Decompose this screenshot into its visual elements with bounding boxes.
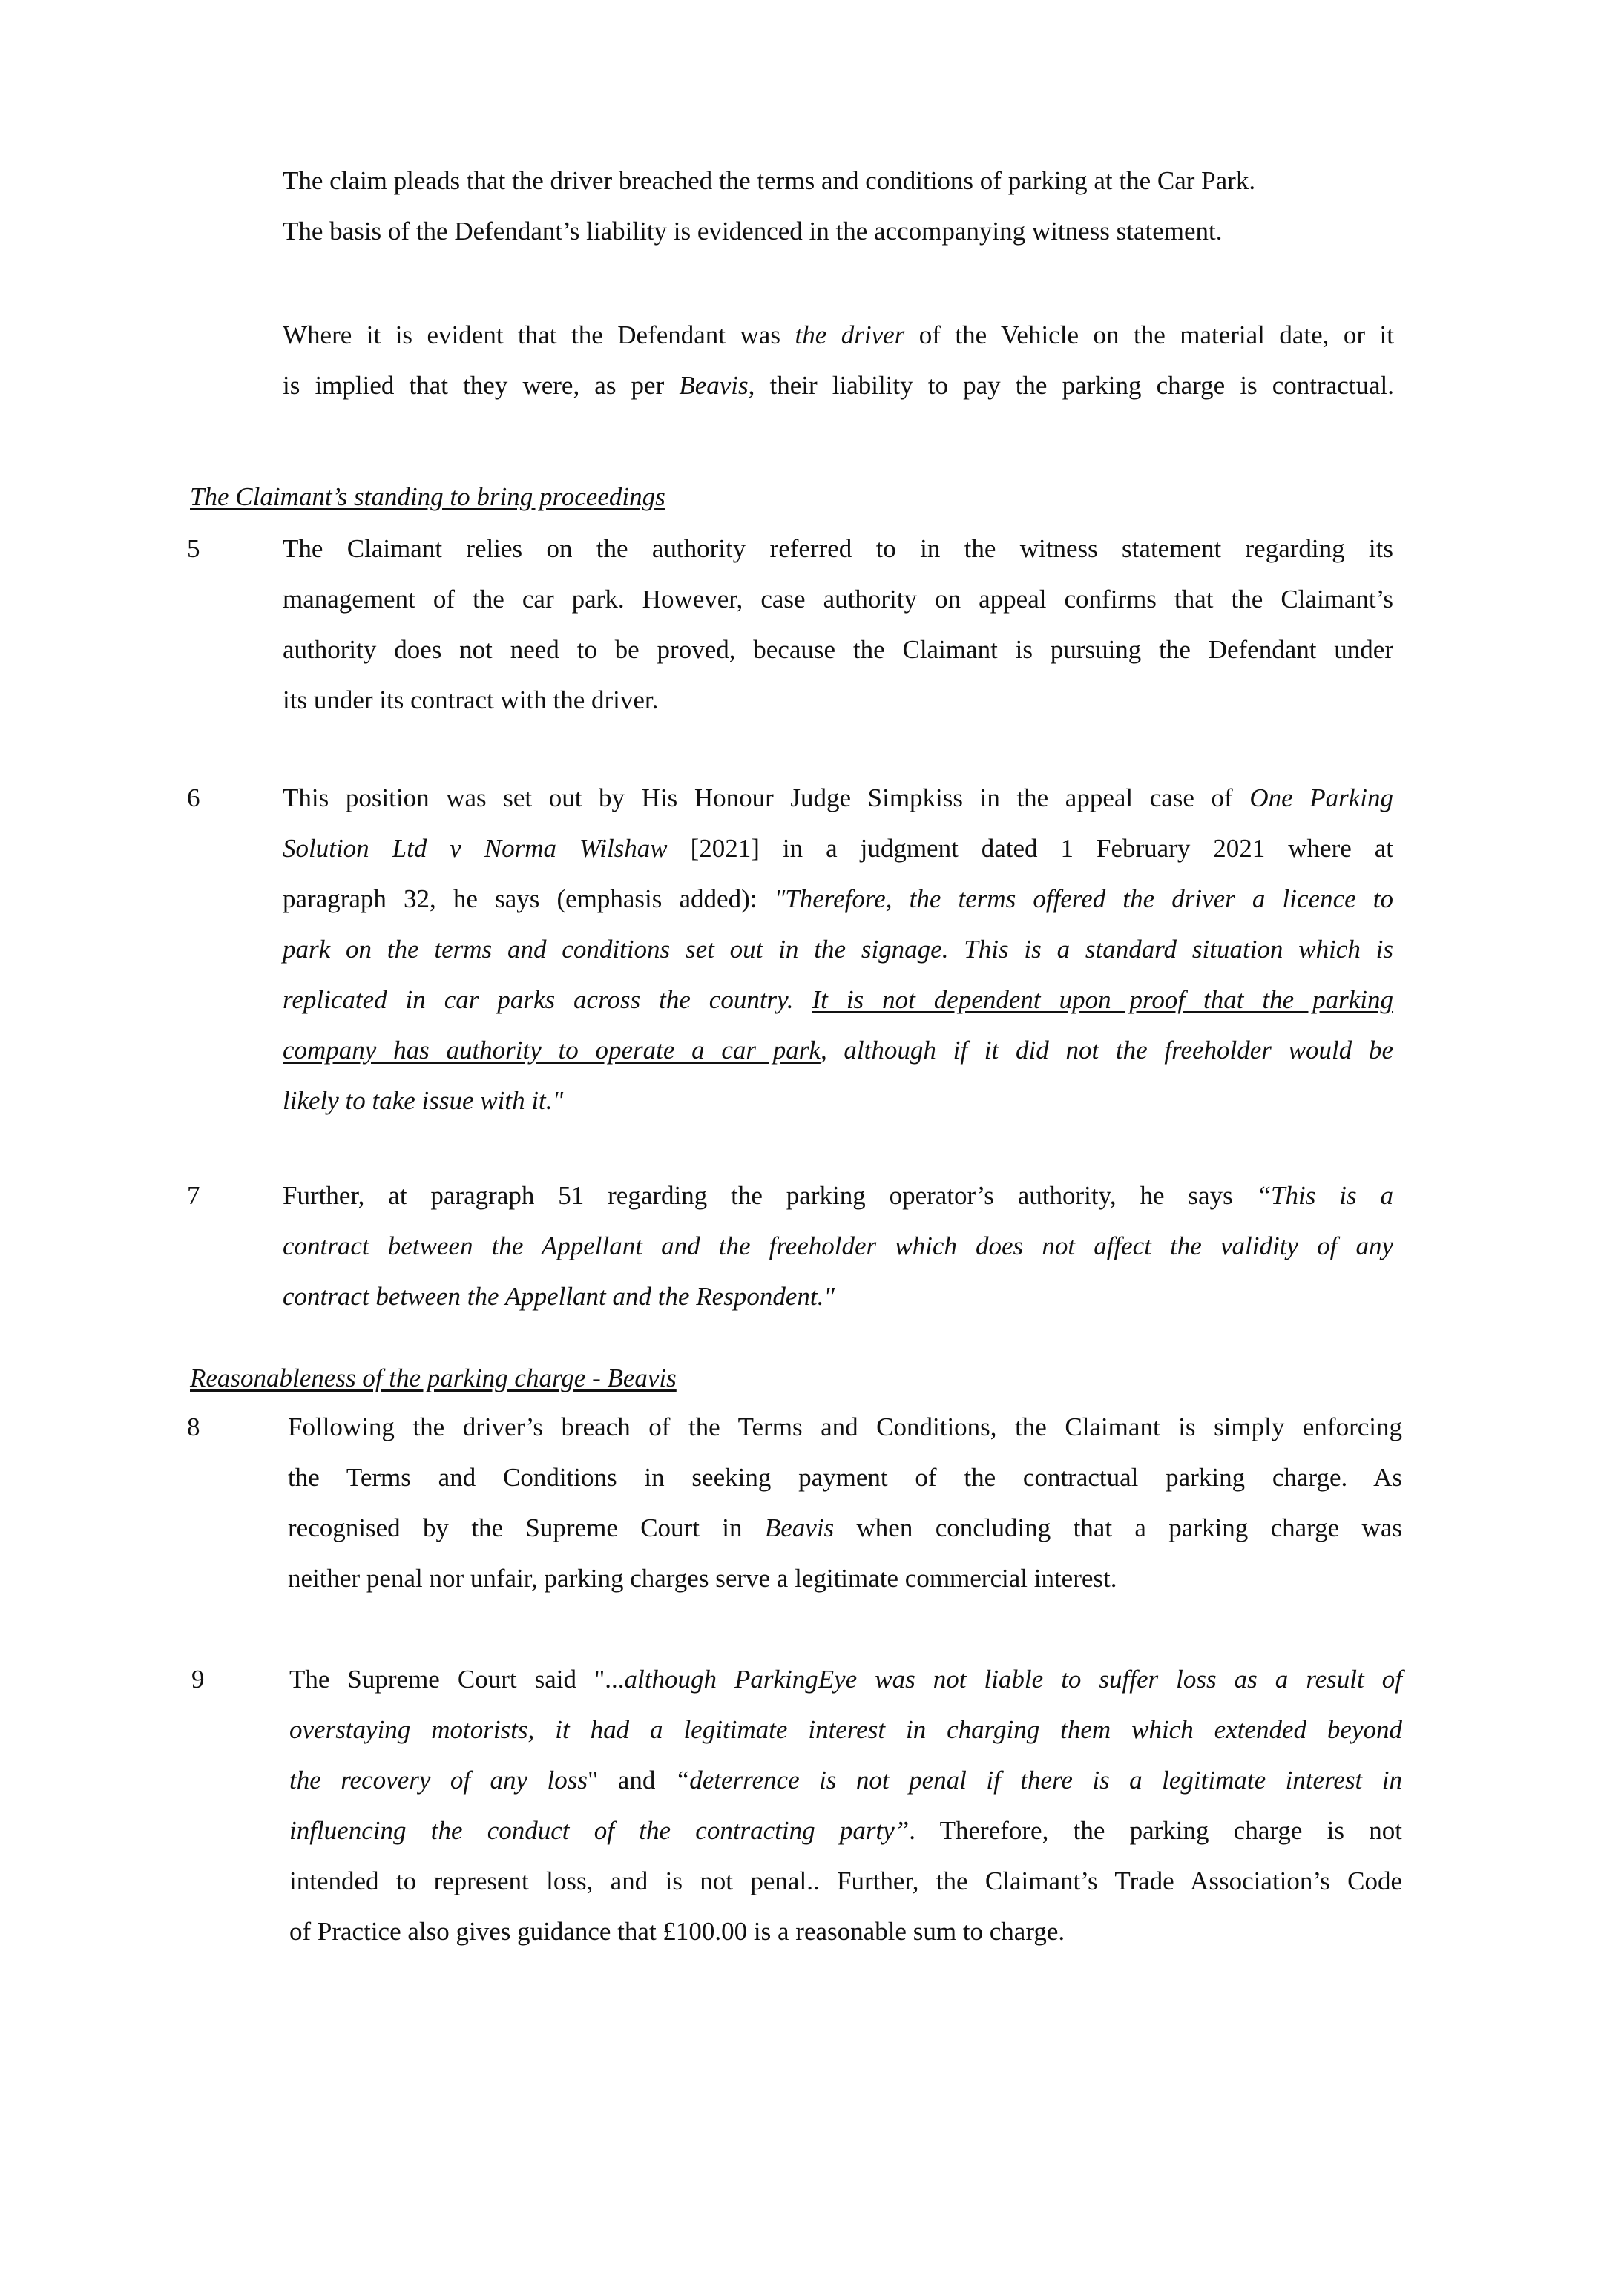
para6-line3: paragraph 32, he says (emphasis added): "Therefore, the terms offered the driver a licence to [283, 884, 1393, 913]
para6-line5: replicated in car parks across the country. It is not dependent upon proof that the parking [283, 985, 1394, 1014]
para6-line6: company has authority to operate a car park, although if it did not the freeholder would be [283, 1036, 1393, 1065]
para9-line2: overstaying motorists, it had a legitimate interest in charging them which extended beyond [289, 1715, 1402, 1744]
para5-line2: management of the car park. However, case authority on appeal confirms that the Claimant’s [283, 585, 1393, 614]
paragraph-number-5: 5 [187, 534, 200, 563]
para6-line1: This position was set out by His Honour Judge Simpkiss in the appeal case of One Parking [283, 783, 1393, 812]
para7-line2: contract between the Appellant and the freeholder which does not affect the validity of any [283, 1231, 1393, 1260]
para8-line3: recognised by the Supreme Court in Beavis when concluding that a parking charge was [288, 1513, 1402, 1542]
paragraph-number-6: 6 [187, 783, 200, 812]
intro-p2-line1: Where it is evident that the Defendant was the driver of the Vehicle on the material date, or it [283, 320, 1395, 349]
para9-line5: intended to represent loss, and is not penal.. Further, the Claimant’s Trade Association’s Code [289, 1866, 1402, 1895]
intro-p1-line1: The claim pleads that the driver breached the terms and conditions of parking at the Car Park. [283, 166, 1256, 195]
para9-line1: The Supreme Court said "...although ParkingEye was not liable to suffer loss as a result of [289, 1665, 1402, 1694]
paragraph-number-8: 8 [187, 1412, 200, 1441]
para5-line4: its under its contract with the driver. [283, 685, 659, 714]
para7-line3: contract between the Appellant and the Respondent." [283, 1282, 835, 1311]
section-heading-standing: The Claimant’s standing to bring proceedings [190, 482, 665, 511]
para8-line2: the Terms and Conditions in seeking payment of the contractual parking charge. As [288, 1463, 1402, 1492]
para5-line3: authority does not need to be proved, because the Claimant is pursuing the Defendant under [283, 635, 1393, 664]
intro-p2-line2: is implied that they were, as per Beavis, their liability to pay the parking charge is contractual. [283, 371, 1394, 400]
para9-line4: influencing the conduct of the contracting party”. Therefore, the parking charge is not [289, 1816, 1402, 1845]
section-heading-beavis: Reasonableness of the parking charge - Beavis [190, 1364, 677, 1392]
intro-p1-line2: The basis of the Defendant’s liability is evidenced in the accompanying witness statement. [283, 217, 1223, 246]
para6-line7: likely to take issue with it." [283, 1086, 564, 1115]
para8-line4: neither penal nor unfair, parking charges serve a legitimate commercial interest. [288, 1564, 1117, 1593]
paragraph-number-7: 7 [187, 1181, 200, 1210]
para8-line1: Following the driver’s breach of the Terms and Conditions, the Claimant is simply enforcing [288, 1412, 1402, 1441]
para9-line3: the recovery of any loss" and “deterrence is not penal if there is a legitimate interest in [289, 1766, 1402, 1795]
para6-line4: park on the terms and conditions set out in the signage. This is a standard situation which is [283, 935, 1393, 964]
paragraph-number-9: 9 [191, 1665, 205, 1694]
para7-line1: Further, at paragraph 51 regarding the parking operator’s authority, he says “This is a [283, 1181, 1394, 1210]
para9-line6: of Practice also gives guidance that £100.00 is a reasonable sum to charge. [289, 1917, 1065, 1946]
para6-line2: Solution Ltd v Norma Wilshaw [2021] in a judgment dated 1 February 2021 where at [283, 834, 1393, 863]
para5-line1: The Claimant relies on the authority referred to in the witness statement regarding its [283, 534, 1393, 563]
